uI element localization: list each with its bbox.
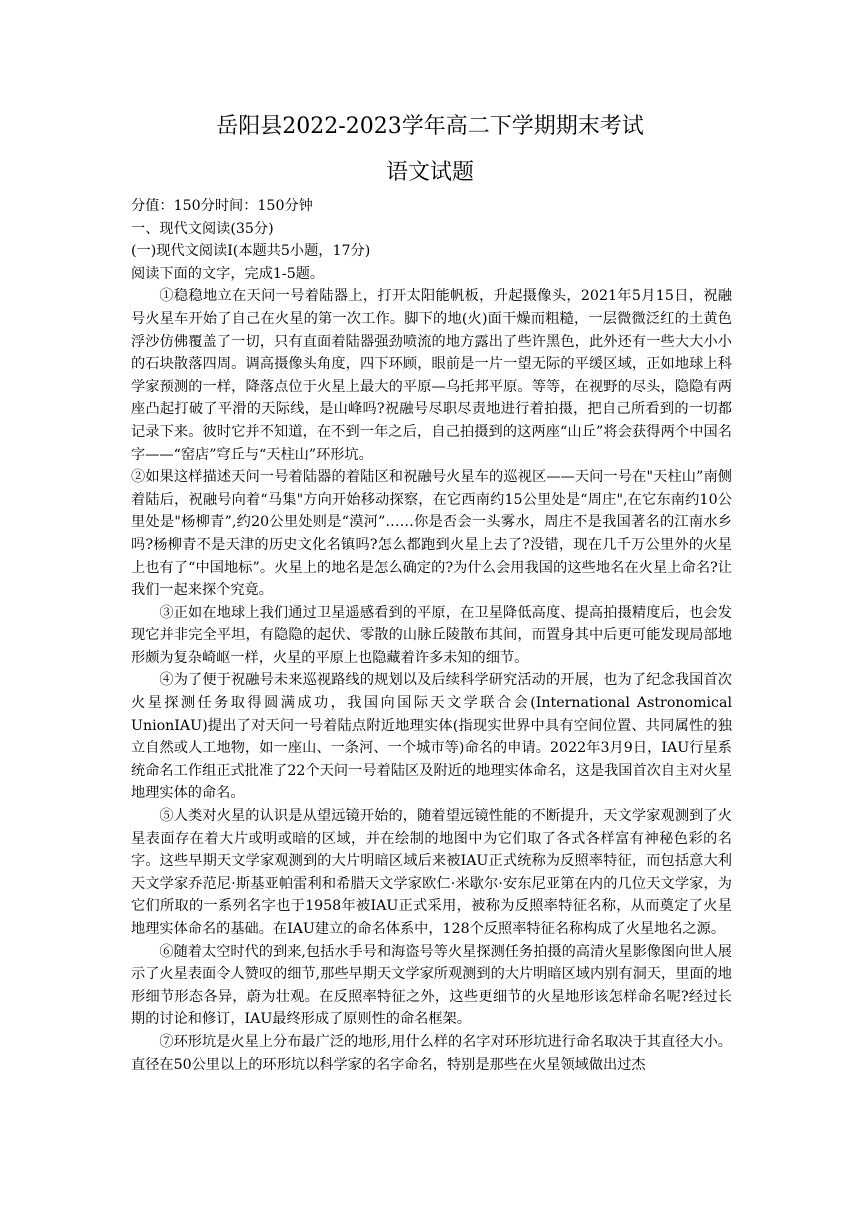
document-subtitle: 语文试题 [385, 160, 474, 185]
paragraph-3: ③正如在地球上我们通过卫星遥感看到的平原，在卫星降低高度、提高拍摄精度后，也会发现它并非完全平坦，有隐隐的起伏、零散的山脉丘陵散布其间，而置身其中后更可能发现局部地形颇为复杂崎岖一样，火星的平原上也隐藏着许多未知的细节。 [131, 604, 732, 666]
section-heading: 一、现代文阅读(35分) [131, 220, 274, 237]
reading-instruction: 阅读下面的文字，完成1-5题。 [131, 265, 325, 282]
paragraph-7: ⑦环形坑是火星上分布最广泛的地形,用什么样的名字对环形坑进行命名取决于其直径大小。直径在50公里以上的环形坑以科学家的名字命名，特别是那些在火星领域做出过杰 [131, 1033, 732, 1073]
paragraph-6: ⑥随着太空时代的到来,包括水手号和海盗号等火星探测任务拍摄的高清火星影像图向世人展示了火星表面令人赞叹的细节,那些早期天文学家所观测到的大片明暗区域内别有洞天，里面的地形细节形态各异，蔚为壮观。在反照率特征之外，这些更细节的火星地形该怎样命名呢?经过长期的讨论和修订，IAU最终形成了原则性的命名框架。 [131, 943, 732, 1028]
document-title: 岳阳县2022-2023学年高二下学期期末考试 [216, 114, 644, 139]
paragraph-2: ②如果这样描述天问一号着陆器的着陆区和祝融号火星车的巡视区——天问一号在"天柱山”南侧着陆后，祝融号向着“马集"方向开始移动探察，在它西南约15公里处是“周庄",在它东南约10公里处是"杨柳青”,约20公里处则是“漠河”……你是否会一头雾水，周庄不是我国著名的江南水乡吗?杨柳青不是天津的历史文化名镇吗?怎么都跑到火星上去了?没错，现在几千万公里外的火星上也有了“中国地标”。火星上的地名是怎么确定的?为什么会用我国的这些地名在火星上命名?让我们一起来探个究竟。 [131, 469, 732, 599]
paragraph-5: ⑤人类对火星的认识是从望远镜开始的，随着望远镜性能的不断提升，天文学家观测到了火星表面存在着大片或明或暗的区域，并在绘制的地图中为它们取了各式各样富有神秘色彩的名字。这些早期天文学家观测到的大片明暗区域后来被IAU正式统称为反照率特征，而包括意大利天文学家乔范尼·斯基亚帕雷利和希腊天文学家欧仁·米歇尔·安东尼亚第在内的几位天文学家，为它们所取的一系列名字也于1958年被IAU正式采用，被称为反照率特征名称，从而奠定了火星地理实体命名的基础。在IAU建立的命名体系中，128个反照率特征名称构成了火星地名之源。 [131, 808, 732, 937]
exam-meta: 分值：150分时间：150分钟 [131, 198, 313, 214]
paragraph-1: ①稳稳地立在天问一号着陆器上，打开太阳能帆板，升起摄像头，2021年5月15日，祝融号火星车开始了自己在火星的第一次工作。脚下的地(火)面干燥而粗糙，一层微微泛红的土黄色浮沙仿佛覆盖了一切，只有直面着陆器强劲喷流的地方露出了些许黑色，此外还有一些大大小小的石块散落四周。调高摄像头角度，四下环顾，眼前是一片一望无际的平缓区域，正如地球上科学家预测的一样，降落点位于火星上最大的平原—乌托邦平原。等等，在视野的尽头，隐隐有两座凸起打破了平滑的天际线，是山峰吗?祝融号尽职尽责地进行着拍摄，把自己所看到的一切都记录下来。彼时它并不知道，在不到一年之后，自己拍摄到的这两座“山丘”将会获得两个中国名字——“窑店”穹丘与“天柱山”环形坑。 [131, 288, 732, 463]
subsection-heading: (一)现代文阅读I(本题共5小题，17分) [131, 243, 371, 260]
paragraph-4: ④为了便于祝融号未来巡视路线的规划以及后续科学研究活动的开展，也为了纪念我国首次火星探测任务取得圆满成功，我国向国际天文学联合会(International Astronomical UnionIAU)提出了对天问一号着陆点附近地理实体(指现实世界中具有空间位置、共同属性的独立自然或人工地物，如一座山、一条河、一个城市等)命名的申请。2022年3月9日，IAU行星系统命名工作组正式批准了22个天问一号着陆区及附近的地理实体命名，这是我国首次自主对火星地理实体的命名。 [131, 672, 732, 802]
document-body [131, 195, 732, 1076]
